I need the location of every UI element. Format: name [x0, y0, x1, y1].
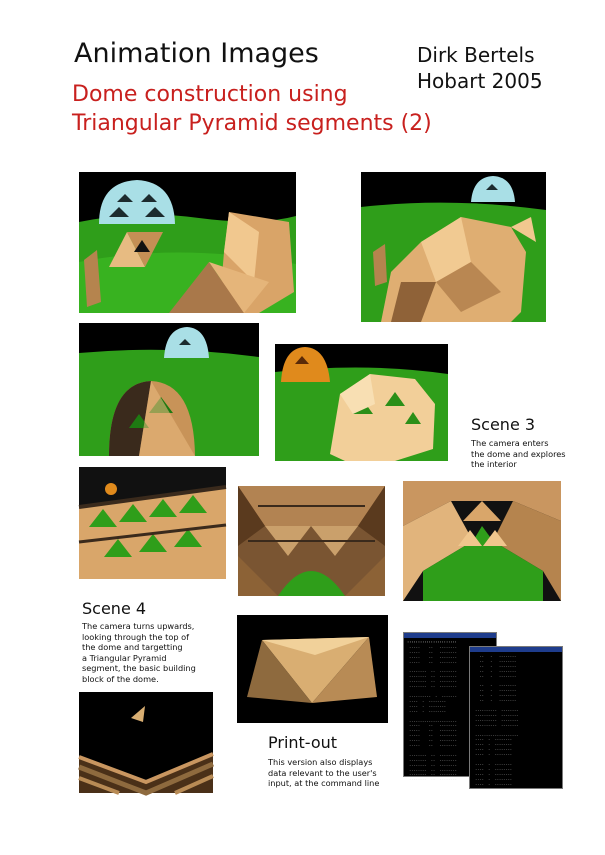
upward-view: [79, 692, 213, 793]
subtitle-line-1: Dome construction using: [72, 82, 348, 107]
scene3-caption: [471, 415, 591, 470]
pyramid-segment-closeup: [237, 615, 388, 723]
dome-render-2: [361, 172, 546, 322]
scene4-line: a Triangular Pyramid: [82, 652, 167, 663]
dome-render-4: [275, 344, 448, 461]
author-place-year: Hobart 2005: [417, 69, 543, 93]
subtitle-line-2: Triangular Pyramid segments (2): [72, 111, 432, 136]
dome-render-1: [79, 172, 296, 313]
scene3-heading: Scene 3: [471, 415, 536, 434]
dome-interior-1: [79, 467, 226, 579]
printout-heading: Print-out: [268, 733, 338, 752]
scene4-line: looking through the top of: [82, 631, 190, 642]
scene4-line: segment, the basic building: [82, 663, 196, 673]
author-block: [417, 42, 543, 94]
scene4-caption: [82, 599, 202, 684]
printout-caption: [268, 733, 388, 789]
scene3-line: The camera enters: [471, 438, 549, 448]
scene4-line: block of the dome.: [82, 673, 159, 684]
printout-line: data relevant to the user's: [268, 767, 377, 778]
scene4-heading: Scene 4: [82, 599, 147, 618]
scene3-line: the dome and explores: [471, 448, 566, 459]
printout-line: This version also displays: [268, 757, 373, 767]
scene4-body: [82, 621, 202, 684]
printout-body: [268, 757, 388, 789]
dome-interior-3: [403, 481, 561, 601]
scene4-line: the dome and targetting: [82, 642, 183, 652]
scene4-line: The camera turns upwards,: [82, 621, 195, 631]
page-title: Animation Images: [74, 38, 319, 69]
dome-render-3: [79, 323, 259, 456]
console-text: -- - -------- -- - -------- -- - -------- -- - -------- -- - -------- -- - -------- -- - -------- -- - -------- -- - -------- ---------- -------- ---------- -------- ---------- -------- ---------- -------- -------------------- ---- - -------- ---- - -------- ---- - -------- ---- - -------- ---- - -------- ---- - -------- ---- - -------- ---- - -------- ---- - --------: [475, 654, 519, 786]
printout-line: input, at the command line: [268, 778, 380, 788]
scene3-body: [471, 438, 591, 470]
console-printout-2: [469, 646, 563, 789]
scene3-line: the interior: [471, 459, 517, 469]
dome-interior-2: [238, 486, 385, 596]
subtitle: [72, 80, 432, 138]
author-name: Dirk Bertels: [417, 43, 535, 67]
console-text: ::::::::::::::::::::::: ----- -- -------- ----- -- -------- ----- -- -------- ----- -- -------- -------- -- -------- -------- -- -------- -------- -- -------- -------- -- -------- ---------- - ------- ---- - -------- ---- - -------- ---- - -------- ---------------------- ----- -- -------- ----- -- -------- ----- -- -------- ----- -- -------- ----- -- -------- -------- -- -------- -------- -- -------- -------- -- -------- -------- -- -------- -------- -- -------- -------- -- --------: [407, 640, 457, 782]
